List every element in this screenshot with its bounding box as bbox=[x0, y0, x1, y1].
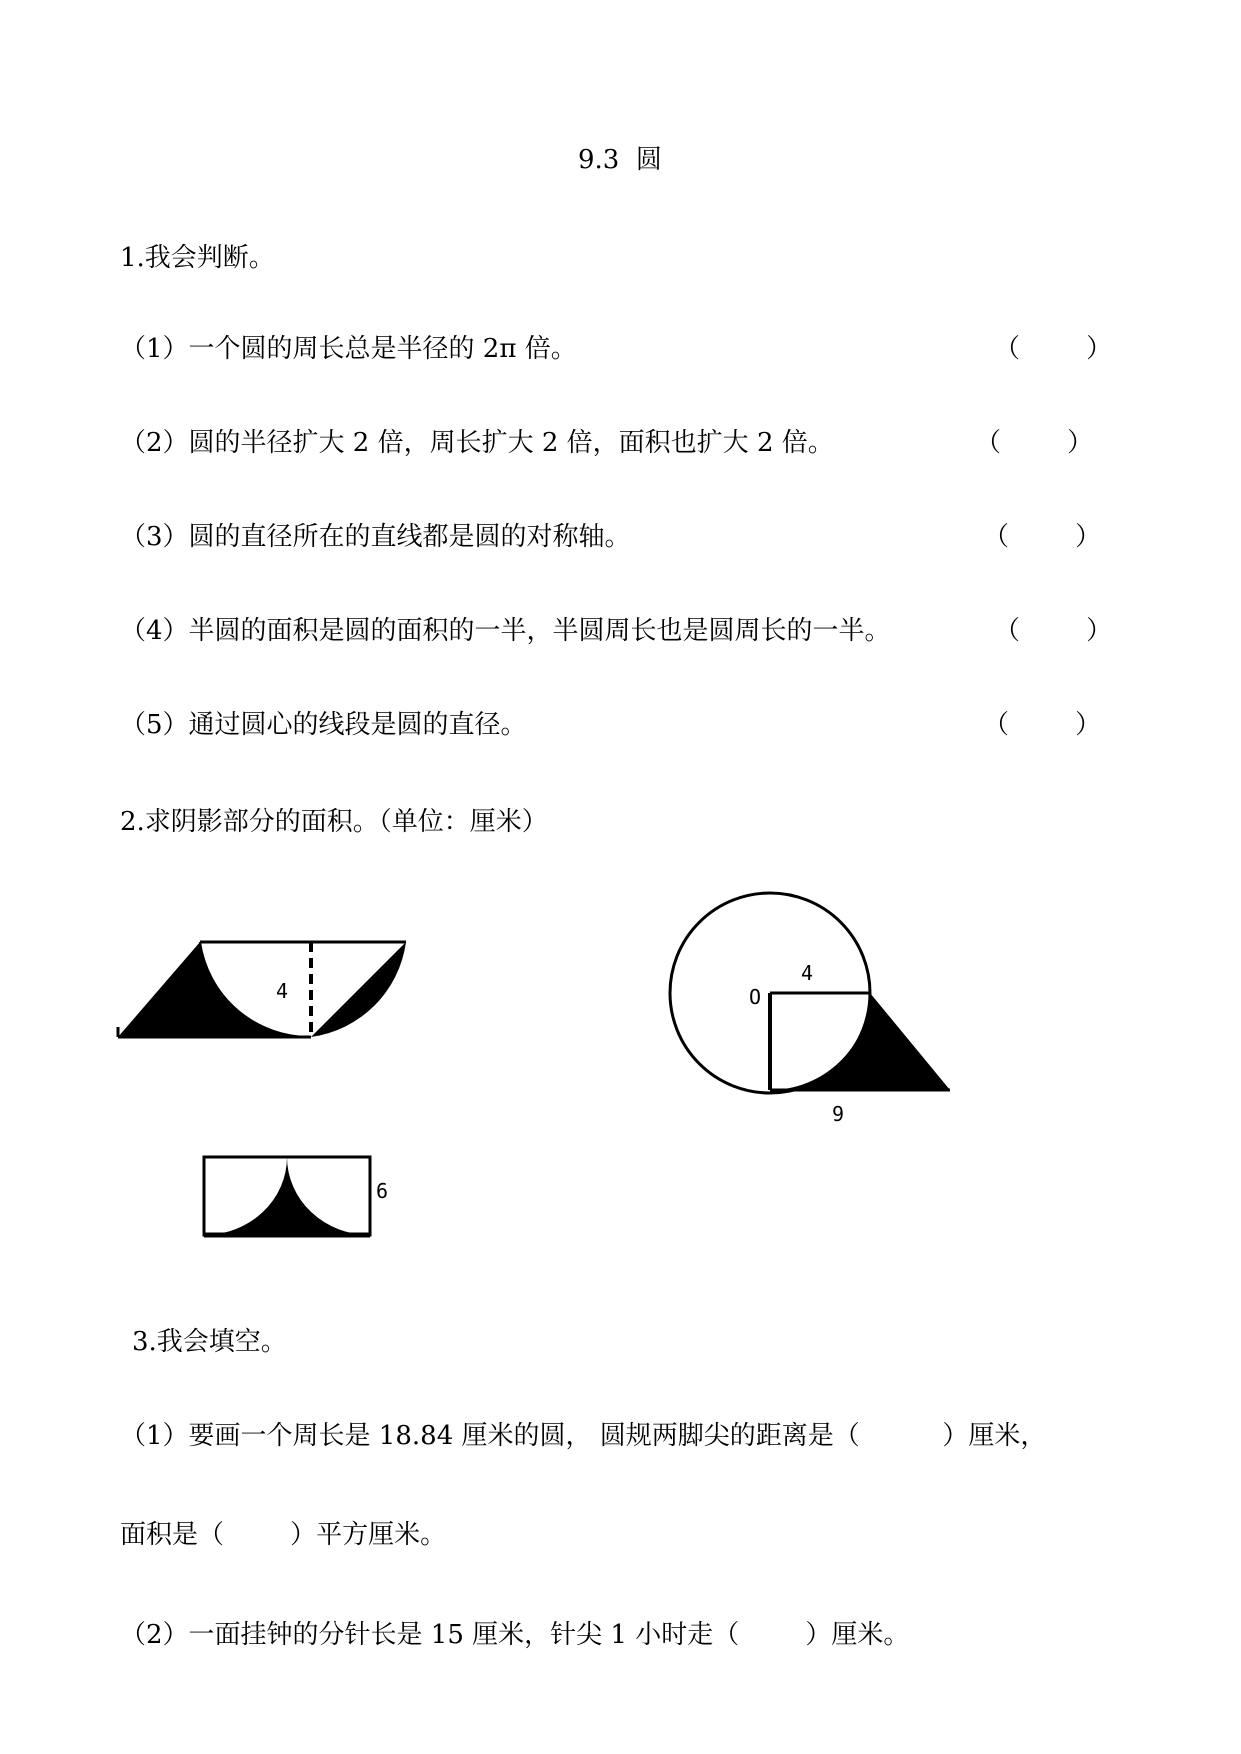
judge-answer-blank-4[interactable]: （ ） bbox=[994, 616, 1113, 646]
section3-heading: 3.我会填空。 bbox=[132, 1327, 287, 1357]
judge-item-3: （3）圆的直径所在的直线都是圆的对称轴。 bbox=[120, 522, 631, 552]
figure-1-right-shade bbox=[311, 942, 406, 1037]
figure-2-center-label: O bbox=[749, 985, 762, 1009]
figure-3-height-label: 6 bbox=[376, 1179, 389, 1203]
section2-heading: 2.求阴影部分的面积。（单位：厘米） bbox=[120, 807, 548, 837]
judge-answer-blank-1[interactable]: （ ） bbox=[994, 334, 1113, 364]
figure-1 bbox=[118, 942, 406, 1037]
figure-2 bbox=[670, 893, 950, 1126]
judge-item-5: （5）通过圆心的线段是圆的直径。 bbox=[120, 710, 527, 740]
judge-item-1: （1）一个圆的周长总是半径的 2π 倍。 bbox=[120, 334, 577, 364]
judge-item-4: （4）半圆的面积是圆的面积的一半，半圆周长也是圆周长的一半。 bbox=[120, 616, 891, 646]
figure-1-height-label: 4 bbox=[276, 979, 289, 1003]
figure-2-shade bbox=[770, 993, 950, 1090]
figure-3-shade bbox=[204, 1157, 370, 1235]
judge-answer-blank-2[interactable]: （ ） bbox=[975, 428, 1094, 458]
figure-2-radius-label: 4 bbox=[801, 961, 814, 985]
judge-item-2: （2）圆的半径扩大 2 倍，周长扩大 2 倍，面积也扩大 2 倍。 bbox=[120, 428, 834, 458]
judge-answer-blank-3[interactable]: （ ） bbox=[983, 522, 1102, 552]
section1-heading: 1.我会判断。 bbox=[120, 243, 275, 273]
fill-item-1-line1: （1）要画一个周长是 18.84 厘米的圆， 圆规两脚尖的距离是（ ）厘米， bbox=[120, 1421, 1047, 1451]
fill-item-2: （2）一面挂钟的分针长是 15 厘米，针尖 1 小时走（ ）厘米。 bbox=[120, 1620, 910, 1650]
page-title: 9.3 圆 bbox=[578, 145, 662, 175]
fill-item-1-line2: 面积是（ ）平方厘米。 bbox=[120, 1520, 447, 1550]
judge-answer-blank-5[interactable]: （ ） bbox=[983, 710, 1102, 740]
figure-2-base-label: 9 bbox=[832, 1102, 845, 1126]
figure-3 bbox=[204, 1157, 388, 1235]
